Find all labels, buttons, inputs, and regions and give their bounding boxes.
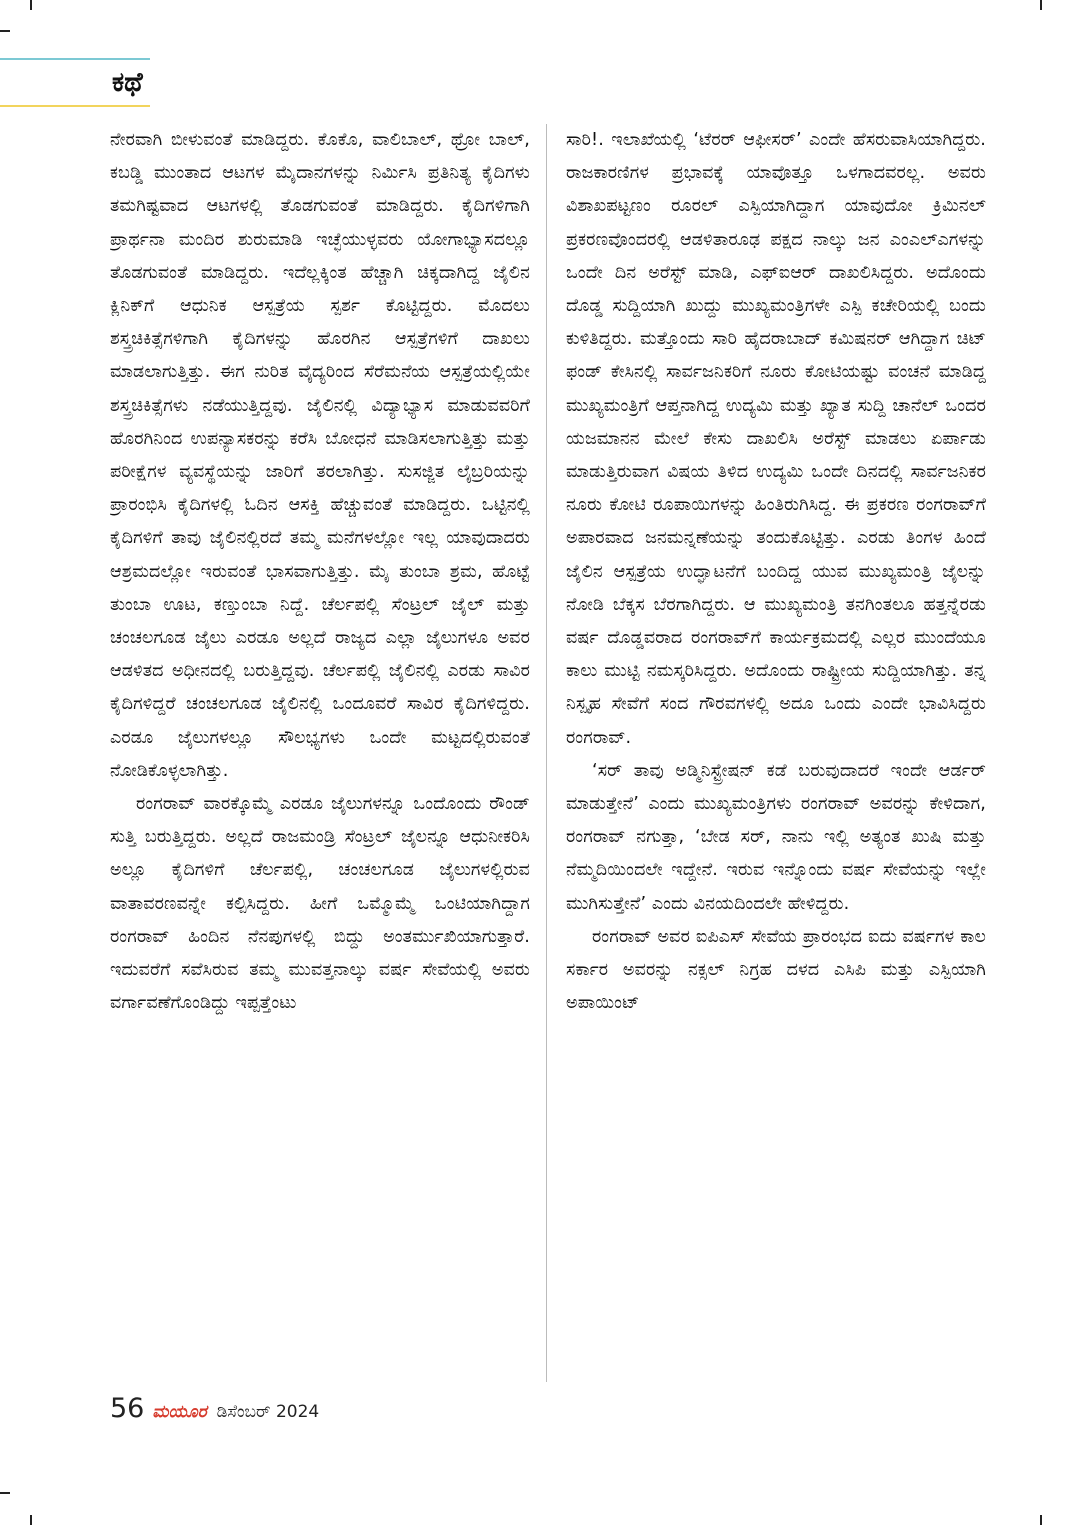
- crop-mark-bottom-right: [1040, 1515, 1042, 1525]
- column-divider: [546, 124, 547, 1382]
- crop-mark-left-upper: [0, 30, 10, 32]
- crop-mark-bottom-left: [30, 1515, 32, 1525]
- section-rule-bottom: [0, 105, 150, 107]
- magazine-logo: ಮಯೂರ: [152, 1402, 207, 1422]
- paragraph: ರಂಗರಾವ್ ಅವರ ಐಪಿಎಸ್ ಸೇವೆಯ ಪ್ರಾರಂಭದ ಐದು ವರ್ಷಗಳ ಕಾಲ ಸರ್ಕಾರ ಅವರನ್ನು ನಕ್ಸಲ್ ನಿಗ್ರಹ ದಳದ ಎಸಿಪಿ ಮತ್ತು ಎಸ್ಪಿಯಾಗಿ ಅಪಾಯಿಂಟ್: [566, 926, 986, 1014]
- paragraph: ಸಾರಿ!. ಇಲಾಖೆಯಲ್ಲಿ ‘ಟೆರರ್ ಆಫೀಸರ್’ ಎಂದೇ ಹೆಸರುವಾಸಿಯಾಗಿದ್ದರು. ರಾಜಕಾರಣಿಗಳ ಪ್ರಭಾವಕ್ಕೆ ಯಾವೊತ್ತೂ ಒಳಗಾದವರಲ್ಲ. ಅವರು ವಿಶಾಖಪಟ್ಟಣಂ ರೂರಲ್ ಎಸ್ಪಿಯಾಗಿದ್ದಾಗ ಯಾವುದೋ ಕ್ರಿಮಿನಲ್ ಪ್ರಕರಣವೊಂದರಲ್ಲಿ ಆಡಳಿತಾರೂಢ ಪಕ್ಷದ ನಾಲ್ಕು ಜನ ಎಂಎಲ್‌ಎಗಳನ್ನು ಒಂದೇ ದಿನ ಅರೆಸ್ಟ್ ಮಾಡಿ, ಎಫ್‌ಐಆರ್ ದಾಖಲಿಸಿದ್ದರು. ಅದೊಂದು ದೊಡ್ಡ ಸುದ್ದಿಯಾಗಿ ಖುದ್ದು ಮುಖ್ಯಮಂತ್ರಿಗಳೇ ಎಸ್ಪಿ ಕಚೇರಿಯಲ್ಲಿ ಬಂದು ಕುಳಿತಿದ್ದರು. ಮತ್ತೊಂದು ಸಾರಿ ಹೈದರಾಬಾದ್ ಕಮಿಷನರ್ ಆಗಿದ್ದಾಗ ಚಿಟ್ ಫಂಡ್ ಕೇಸಿನಲ್ಲಿ ಸಾರ್ವಜನಿಕರಿಗೆ ನೂರು ಕೋಟಿಯಷ್ಟು ವಂಚನೆ ಮಾಡಿದ್ದ ಮುಖ್ಯಮಂತ್ರಿಗೆ ಆಪ್ತನಾಗಿದ್ದ ಉದ್ಯಮಿ ಮತ್ತು ಖ್ಯಾತ ಸುದ್ದಿ ಚಾನೆಲ್ ಒಂದರ ಯಜಮಾನನ ಮೇಲೆ ಕೇಸು ದಾಖಲಿಸಿ ಅರೆಸ್ಟ್ ಮಾಡಲು ಏರ್ಪಾಡು ಮಾಡುತ್ತಿರುವಾಗ ವಿಷಯ ತಿಳಿದ ಉದ್ಯಮಿ ಒಂದೇ ದಿನದಲ್ಲಿ ಸಾರ್ವಜನಿಕರ ನೂರು ಕೋಟಿ ರೂಪಾಯಿಗಳನ್ನು ಹಿಂತಿರುಗಿಸಿದ್ದ. ಈ ಪ್ರಕರಣ ರಂಗರಾವ್‌ಗೆ ಅಪಾರವಾದ ಜನಮನ್ನಣೆಯನ್ನು ತಂದುಕೊಟ್ಟಿತ್ತು. ಎರಡು ತಿಂಗಳ ಹಿಂದೆ ಜೈಲಿನ ಆಸ್ಪತ್ರೆಯ ಉದ್ಘಾಟನೆಗೆ ಬಂದಿದ್ದ ಯುವ ಮುಖ್ಯಮಂತ್ರಿ ಜೈಲನ್ನು ನೋಡಿ ಬೆಕ್ಕಸ ಬೆರಗಾಗಿದ್ದರು. ಆ ಮುಖ್ಯಮಂತ್ರಿ ತನಗಿಂತಲೂ ಹತ್ತನ್ನೆರಡು ವರ್ಷ ದೊಡ್ಡವರಾದ ರಂಗರಾವ್‌ಗೆ ಕಾರ್ಯಕ್ರಮದಲ್ಲಿ ಎಲ್ಲರ ಮುಂದೆಯೂ ಕಾಲು ಮುಟ್ಟಿ ನಮಸ್ಕರಿಸಿದ್ದರು. ಅದೊಂದು ರಾಷ್ಟ್ರೀಯ ಸುದ್ದಿಯಾಗಿತ್ತು. ತನ್ನ ನಿಸ್ಪೃಹ ಸೇವೆಗೆ ಸಂದ ಗೌರವಗಳಲ್ಲಿ ಅದೂ ಒಂದು ಎಂದೇ ಭಾವಿಸಿದ್ದರು ರಂಗರಾವ್.: [566, 130, 986, 748]
- paragraph: ನೇರವಾಗಿ ಬೀಳುವಂತೆ ಮಾಡಿದ್ದರು. ಕೊಕೊ, ವಾಲಿಬಾಲ್, ಥ್ರೋ ಬಾಲ್, ಕಬಡ್ಡಿ ಮುಂತಾದ ಆಟಗಳ ಮೈದಾನಗಳನ್ನು ನಿರ್ಮಿಸಿ ಪ್ರತಿನಿತ್ಯ ಕೈದಿಗಳು ತಮಗಿಷ್ಟವಾದ ಆಟಗಳಲ್ಲಿ ತೊಡಗುವಂತೆ ಮಾಡಿದ್ದರು. ಕೈದಿಗಳಿಗಾಗಿ ಪ್ರಾರ್ಥನಾ ಮಂದಿರ ಶುರುಮಾಡಿ ಇಚ್ಛೆಯುಳ್ಳವರು ಯೋಗಾಭ್ಯಾಸದಲ್ಲೂ ತೊಡಗುವಂತೆ ಮಾಡಿದ್ದರು. ಇದೆಲ್ಲಕ್ಕಿಂತ ಹೆಚ್ಚಾಗಿ ಚಿಕ್ಕದಾಗಿದ್ದ ಜೈಲಿನ ಕ್ಲಿನಿಕ್‌ಗೆ ಆಧುನಿಕ ಆಸ್ಪತ್ರೆಯ ಸ್ಪರ್ಶ ಕೊಟ್ಟಿದ್ದರು. ಮೊದಲು ಶಸ್ತ್ರಚಿಕಿತ್ಸೆಗಳಿಗಾಗಿ ಕೈದಿಗಳನ್ನು ಹೊರಗಿನ ಆಸ್ಪತ್ರೆಗಳಿಗೆ ದಾಖಲು ಮಾಡಲಾಗುತ್ತಿತ್ತು. ಈಗ ನುರಿತ ವೈದ್ಯರಿಂದ ಸೆರೆಮನೆಯ ಆಸ್ಪತ್ರೆಯಲ್ಲಿಯೇ ಶಸ್ತ್ರಚಿಕಿತ್ಸೆಗಳು ನಡೆಯುತ್ತಿದ್ದವು. ಜೈಲಿನಲ್ಲಿ ವಿದ್ಯಾಭ್ಯಾಸ ಮಾಡುವವರಿಗೆ ಹೊರಗಿನಿಂದ ಉಪನ್ಯಾಸಕರನ್ನು ಕರೆಸಿ ಬೋಧನೆ ಮಾಡಿಸಲಾಗುತ್ತಿತ್ತು ಮತ್ತು ಪರೀಕ್ಷೆಗಳ ವ್ಯವಸ್ಥೆಯನ್ನು ಜಾರಿಗೆ ತರಲಾಗಿತ್ತು. ಸುಸಜ್ಜಿತ ಲೈಬ್ರರಿಯನ್ನು ಪ್ರಾರಂಭಿಸಿ ಕೈದಿಗಳಲ್ಲಿ ಓದಿನ ಆಸಕ್ತಿ ಹೆಚ್ಚುವಂತೆ ಮಾಡಿದ್ದರು. ಒಟ್ಟಿನಲ್ಲಿ ಕೈದಿಗಳಿಗೆ ತಾವು ಜೈಲಿನಲ್ಲಿರದೆ ತಮ್ಮ ಮನೆಗಳಲ್ಲೋ ಇಲ್ಲ ಯಾವುದಾದರು ಆಶ್ರಮದಲ್ಲೋ ಇರುವಂತೆ ಭಾಸವಾಗುತ್ತಿತ್ತು. ಮೈ ತುಂಬಾ ಶ್ರಮ, ಹೊಟ್ಟೆ ತುಂಬಾ ಊಟ, ಕಣ್ತುಂಬಾ ನಿದ್ದೆ. ಚೆರ್ಲಪಲ್ಲಿ ಸೆಂಟ್ರಲ್ ಜೈಲ್ ಮತ್ತು ಚಂಚಲಗೂಡ ಜೈಲು ಎರಡೂ ಅಲ್ಲದೆ ರಾಜ್ಯದ ಎಲ್ಲಾ ಜೈಲುಗಳೂ ಅವರ ಆಡಳಿತದ ಅಧೀನದಲ್ಲಿ ಬರುತ್ತಿದ್ದವು. ಚೆರ್ಲಪಲ್ಲಿ ಜೈಲಿನಲ್ಲಿ ಎರಡು ಸಾವಿರ ಕೈದಿಗಳಿದ್ದರೆ ಚಂಚಲಗೂಡ ಜೈಲಿನಲ್ಲಿ ಒಂದೂವರೆ ಸಾವಿರ ಕೈದಿಗಳಿದ್ದರು. ಎರಡೂ ಜೈಲುಗಳಲ್ಲೂ ಸೌಲಭ್ಯಗಳು ಒಂದೇ ಮಟ್ಟದಲ್ಲಿರುವಂತೆ ನೋಡಿಕೊಳ್ಳಲಾಗಿತ್ತು.: [110, 130, 530, 781]
- page-number: 56: [110, 1393, 145, 1424]
- paragraph: ‘ಸರ್ ತಾವು ಅಡ್ಮಿನಿಸ್ಟ್ರೇಷನ್ ಕಡೆ ಬರುವುದಾದರೆ ಇಂದೇ ಆರ್ಡರ್ ಮಾಡುತ್ತೇನೆ’ ಎಂದು ಮುಖ್ಯಮಂತ್ರಿಗಳು ರಂಗರಾವ್ ಅವರನ್ನು ಕೇಳಿದಾಗ, ರಂಗರಾವ್ ನಗುತ್ತಾ, ‘ಬೇಡ ಸರ್, ನಾನು ಇಲ್ಲಿ ಅತ್ಯಂತ ಖುಷಿ ಮತ್ತು ನೆಮ್ಮದಿಯಿಂದಲೇ ಇದ್ದೇನೆ. ಇರುವ ಇನ್ನೊಂದು ವರ್ಷ ಸೇವೆಯನ್ನು ಇಲ್ಲೇ ಮುಗಿಸುತ್ತೇನೆ’ ಎಂದು ವಿನಯದಿಂದಲೇ ಹೇಳಿದ್ದರು.: [566, 760, 986, 914]
- crop-mark-top-left: [30, 0, 32, 10]
- page-footer: [110, 1393, 319, 1427]
- paragraph: ರಂಗರಾವ್ ವಾರಕ್ಕೊಮ್ಮೆ ಎರಡೂ ಜೈಲುಗಳನ್ನೂ ಒಂದೊಂದು ರೌಂಡ್ ಸುತ್ತಿ ಬರುತ್ತಿದ್ದರು. ಅಲ್ಲದೆ ರಾಜಮಂಡ್ರಿ ಸೆಂಟ್ರಲ್ ಜೈಲನ್ನೂ ಆಧುನೀಕರಿಸಿ ಅಲ್ಲೂ ಕೈದಿಗಳಿಗೆ ಚೆರ್ಲಪಲ್ಲಿ, ಚಂಚಲಗೂಡ ಜೈಲುಗಳಲ್ಲಿರುವ ವಾತಾವರಣವನ್ನೇ ಕಲ್ಪಿಸಿದ್ದರು. ಹೀಗೆ ಒಮ್ಮೊಮ್ಮೆ ಒಂಟಿಯಾಗಿದ್ದಾಗ ರಂಗರಾವ್ ಹಿಂದಿನ ನೆನಪುಗಳಲ್ಲಿ ಬಿದ್ದು ಅಂತರ್ಮುಖಿಯಾಗುತ್ತಾರೆ. ಇದುವರೆಗೆ ಸವೆಸಿರುವ ತಮ್ಮ ಮುವತ್ತನಾಲ್ಕು ವರ್ಷ ಸೇವೆಯಲ್ಲಿ ಅವರು ವರ್ಗಾವಣೆಗೊಂಡಿದ್ದು ಇಪ್ಪತ್ತೆಂಟು: [110, 794, 530, 1014]
- crop-mark-left-lower: [0, 1492, 10, 1494]
- article-column-left: [110, 124, 530, 1384]
- section-rule-top: [0, 58, 150, 60]
- crop-mark-top-right: [1040, 0, 1042, 10]
- article-column-right: [566, 124, 986, 1384]
- section-title: ಕಥೆ: [112, 67, 143, 98]
- issue-date: ಡಿಸೆಂಬರ್ 2024: [216, 1402, 320, 1422]
